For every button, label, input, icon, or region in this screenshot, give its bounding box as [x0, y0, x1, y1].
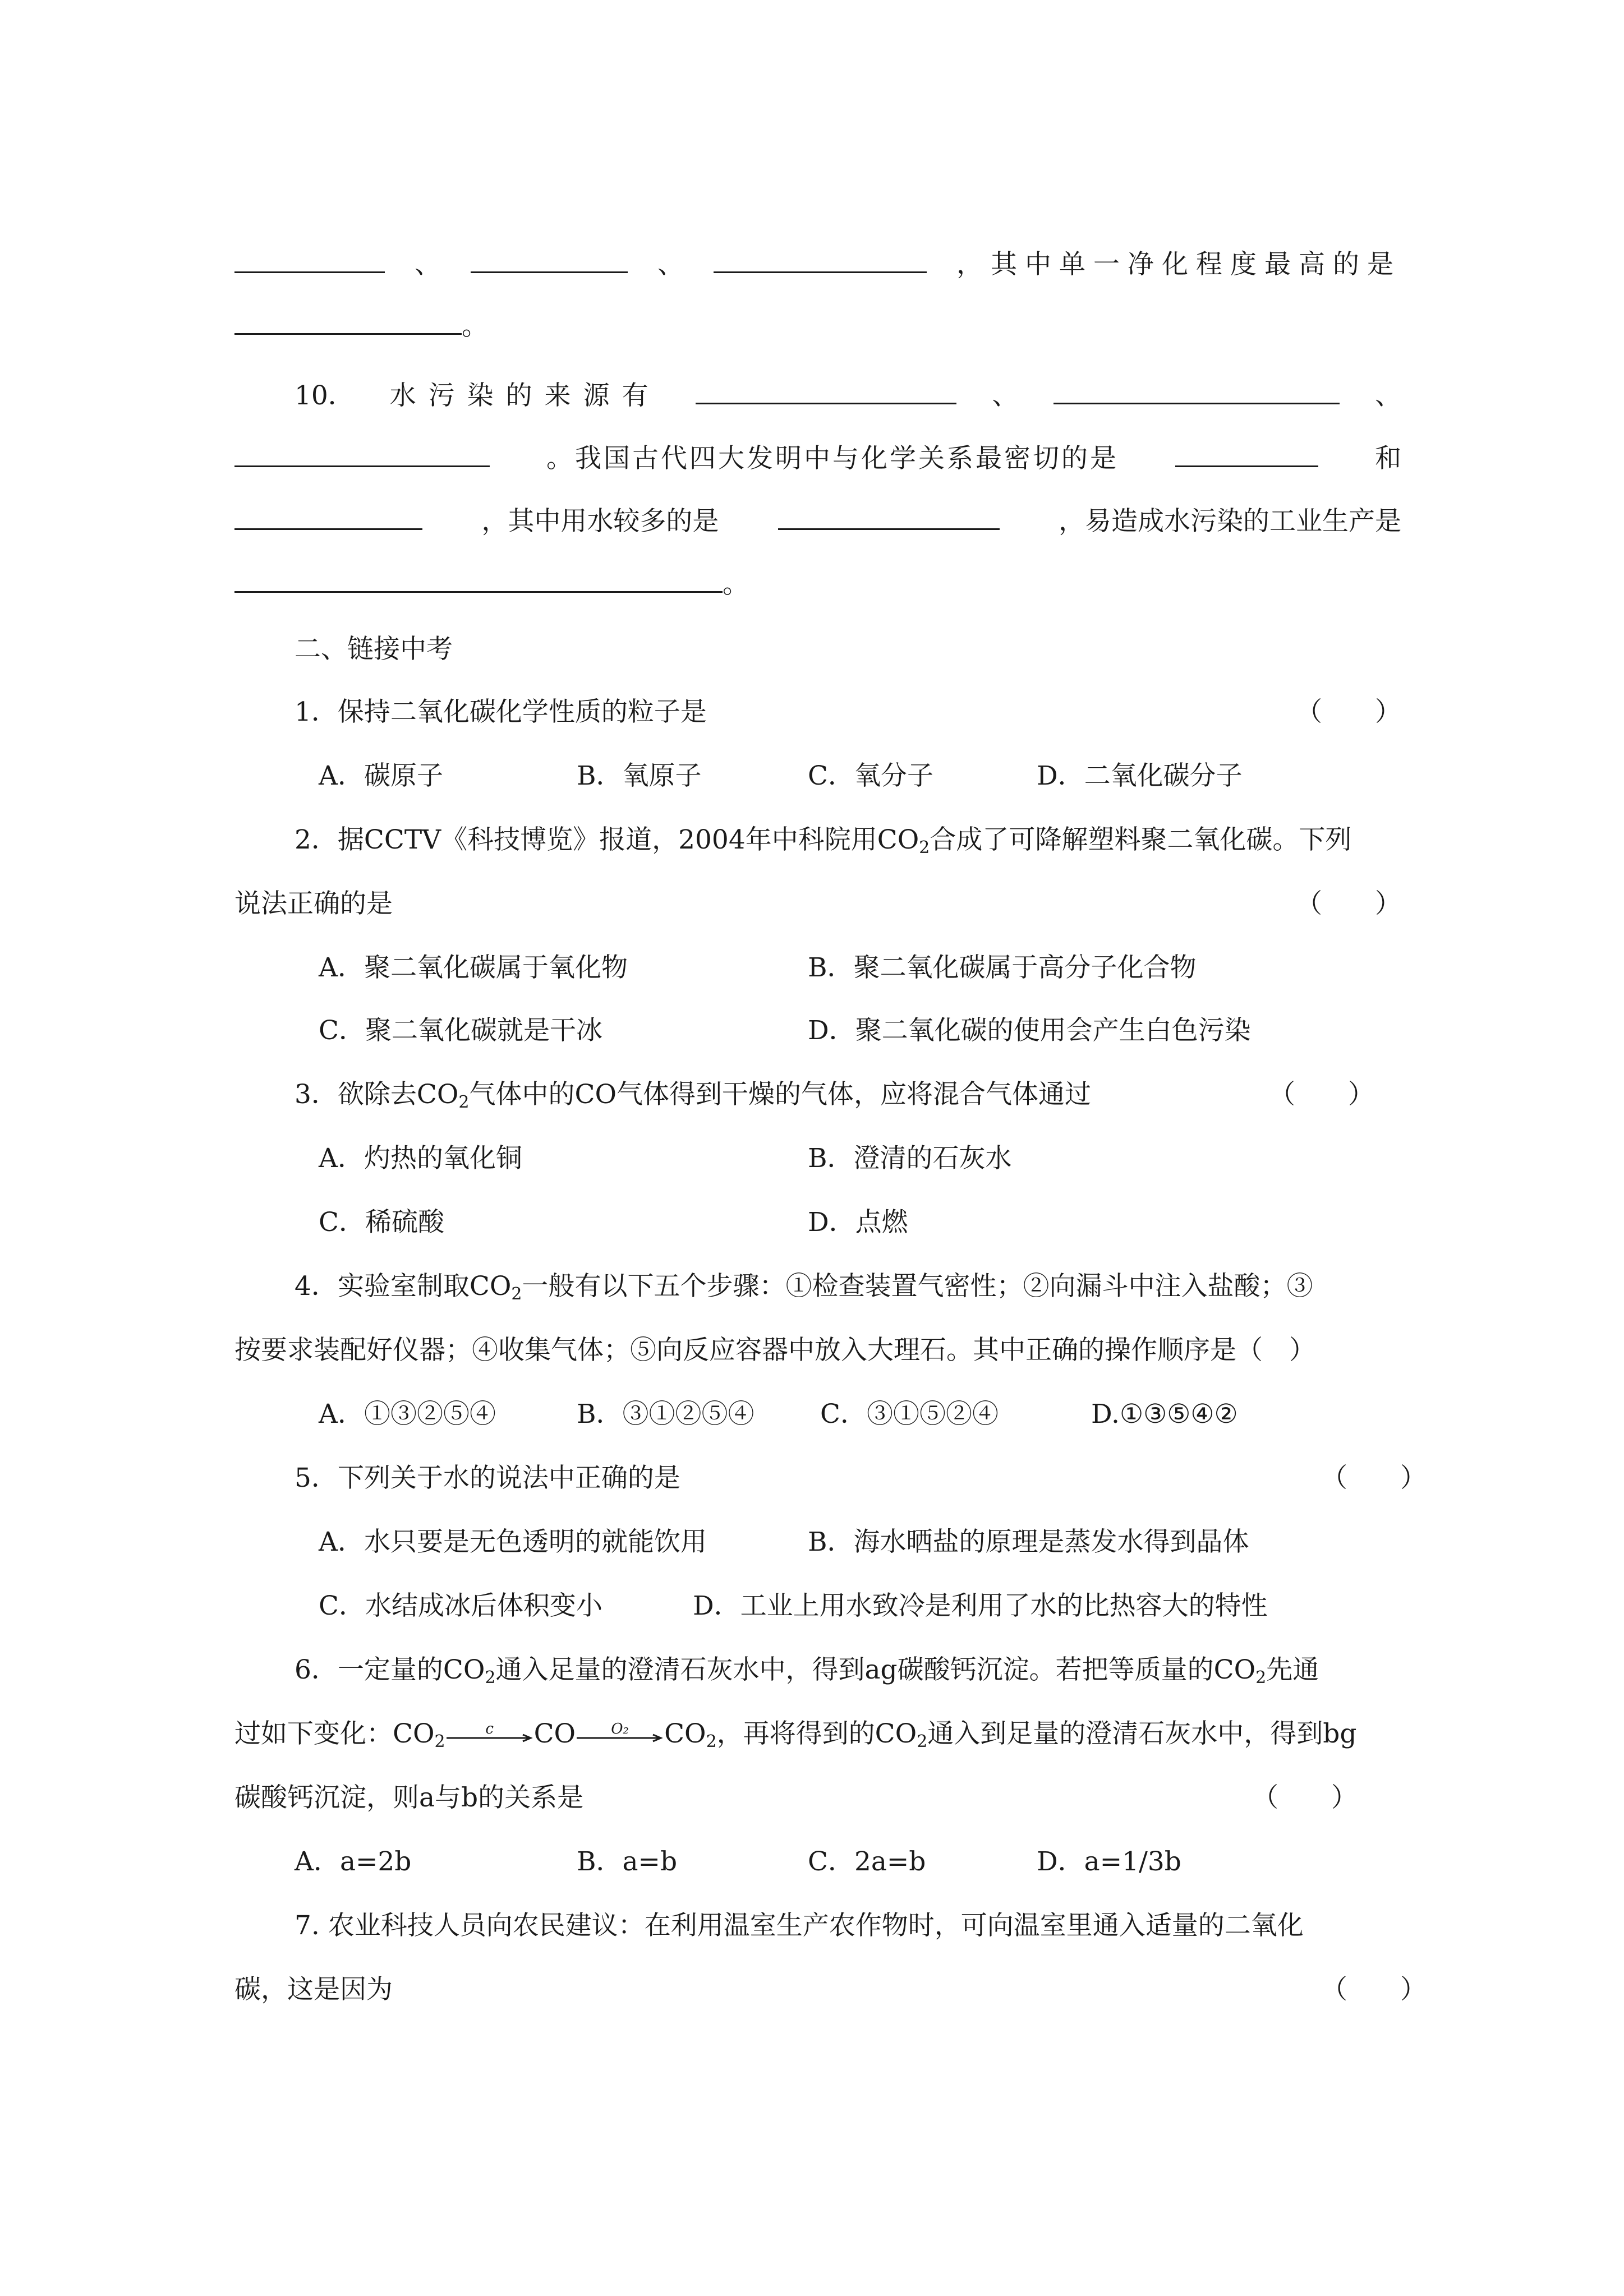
q5-option-b: B．海水晒盐的原理是蒸发水得到晶体: [808, 1527, 1249, 1557]
q7-answer-paren: （ ）: [1321, 1974, 1427, 2005]
q10-sep-2: 、: [1374, 380, 1401, 411]
section2-title: 二、链接中考: [295, 634, 453, 665]
q9-line1-row: [234, 246, 1401, 282]
q10-blank-4: [1175, 440, 1318, 467]
q5-answer-paren: （ ）: [1321, 1463, 1427, 1493]
q2-option-b: B．聚二氧化碳属于高分子化合物: [808, 952, 1197, 983]
q9-sep-2: 、: [657, 249, 684, 280]
q2-option-d: D．聚二氧化碳的使用会产生白色污染: [808, 1015, 1251, 1046]
q5-option-a: A．水只要是无色透明的就能饮用: [319, 1527, 707, 1557]
q1-stem-text: 1．保持二氧化碳化学性质的粒子是: [295, 697, 707, 727]
q9-end: 。: [462, 311, 488, 342]
q2-option-a: A．聚二氧化碳属于氧化物: [319, 952, 628, 983]
q4-option-b: B．③①②⑤④: [577, 1399, 755, 1430]
q6-stem-line3-text: 碳酸钙沉淀，则a与b的关系是: [234, 1782, 584, 1813]
q2-stem-text: 2．据CCTV《科技博览》报道，2004年中科院用$CO_2$合成了可降解塑料聚二氧化碳。下列: [295, 824, 1352, 857]
q4-option-c: C．③①⑤②④: [820, 1399, 999, 1430]
q2-answer-paren: （ ）: [1296, 888, 1401, 919]
q10-blank-1: [696, 377, 956, 404]
q10-blank-6: [778, 502, 1000, 530]
q1-option-c: C．氧分子: [808, 760, 933, 791]
q3-option-d: D．点燃: [808, 1207, 908, 1238]
q9-sep-1: 、: [415, 249, 441, 280]
q4-stem-line2-text: 按要求装配好仪器；④收集气体；⑤向反应容器中放入大理石。其中正确的操作顺序是（ ）: [234, 1335, 1315, 1366]
q9-blank-1: [234, 246, 385, 273]
q6-answer-paren: （ ）: [1252, 1782, 1358, 1813]
q3-option-c: C．稀硫酸: [319, 1207, 444, 1238]
q5-stem-text: 5．下列关于水的说法中正确的是: [295, 1463, 680, 1493]
q10-line3-mid: ，其中用水较多的是: [481, 506, 719, 537]
q4-option-d: D.①③⑤④②: [1091, 1399, 1238, 1430]
q7-stem-text: 7. 农业科技人员向农民建议：在利用温室生产农作物时，可向温室里通入适量的二氧化: [295, 1910, 1304, 1941]
q10-end: 。: [723, 569, 749, 600]
q10-line3-tail: ，易造成水污染的工业生产是: [1058, 506, 1401, 537]
q10-line2-row: [234, 440, 1401, 476]
q9-blank-2: [471, 246, 628, 273]
q10-line1-row: [295, 377, 1401, 413]
q9-blank-4: [234, 307, 462, 335]
q1-answer-paren: （ ）: [1296, 697, 1401, 727]
q9-blank-3: [714, 246, 927, 273]
q10-lead: 水污染的来源有: [389, 380, 661, 411]
q10-line2-text: 。我国古代四大发明中与化学关系最密切的是: [546, 443, 1119, 474]
q6-option-a: A．a=2b: [295, 1846, 412, 1877]
q3-option-b: B．澄清的石灰水: [808, 1143, 1012, 1174]
q3-answer-paren: （ ）: [1269, 1079, 1374, 1110]
q6-option-d: D．a=1/3b: [1037, 1846, 1181, 1877]
q1-option-b: B．氧原子: [577, 760, 702, 791]
q6-option-b: B．a=b: [577, 1846, 678, 1877]
q2-option-c: C．聚二氧化碳就是干冰: [319, 1015, 602, 1046]
q6-conversion-text: 过如下变化：$CO_2$ c CO O₂ $CO_2$，再将得到的$CO_2$通入到足量的澄清石灰水中，得到bg: [234, 1718, 1357, 1751]
q5-option-d: D．工业上用水致冷是利用了水的比热容大的特性: [693, 1590, 1268, 1621]
q10-num: 10．: [295, 380, 355, 411]
q10-blank-3: [234, 440, 490, 467]
q9-suffix: ，其中单一净化程度最高的是: [956, 249, 1401, 280]
q3-option-a: A．灼热的氧化铜: [319, 1143, 522, 1174]
q10-line3-row: [234, 502, 1401, 538]
q10-sep-1: 、: [992, 380, 1019, 411]
q4-option-a: A．①③②⑤④: [319, 1399, 496, 1430]
q3-stem-text: 3．欲除去$CO_2$气体中的CO气体得到干燥的气体，应将混合气体通过: [295, 1079, 1091, 1112]
q1-option-d: D．二氧化碳分子: [1037, 760, 1243, 791]
q4-stem-text: 4．实验室制取$CO_2$一般有以下五个步骤：①检查装置气密性；②向漏斗中注入盐酸；③: [295, 1271, 1313, 1304]
q7-stem-line2-text: 碳，这是因为: [234, 1974, 393, 2005]
q2-stem-line2-text: 说法正确的是: [234, 888, 393, 919]
arrow-icon: c: [445, 1719, 534, 1753]
q10-blank-5: [234, 502, 422, 530]
arrow-icon: O₂: [576, 1719, 664, 1753]
q10-blank-7: [234, 565, 723, 593]
q5-option-c: C．水结成冰后体积变小: [319, 1590, 602, 1621]
q6-stem-text: 6．一定量的$CO_2$通入足量的澄清石灰水中，得到ag碳酸钙沉淀。若把等质量的$CO_2$先通: [295, 1654, 1319, 1688]
q1-option-a: A．碳原子: [319, 760, 443, 791]
q10-blank-2: [1053, 377, 1340, 404]
q10-line2-tail: 和: [1375, 443, 1401, 474]
q6-option-c: C．2a=b: [808, 1846, 926, 1877]
